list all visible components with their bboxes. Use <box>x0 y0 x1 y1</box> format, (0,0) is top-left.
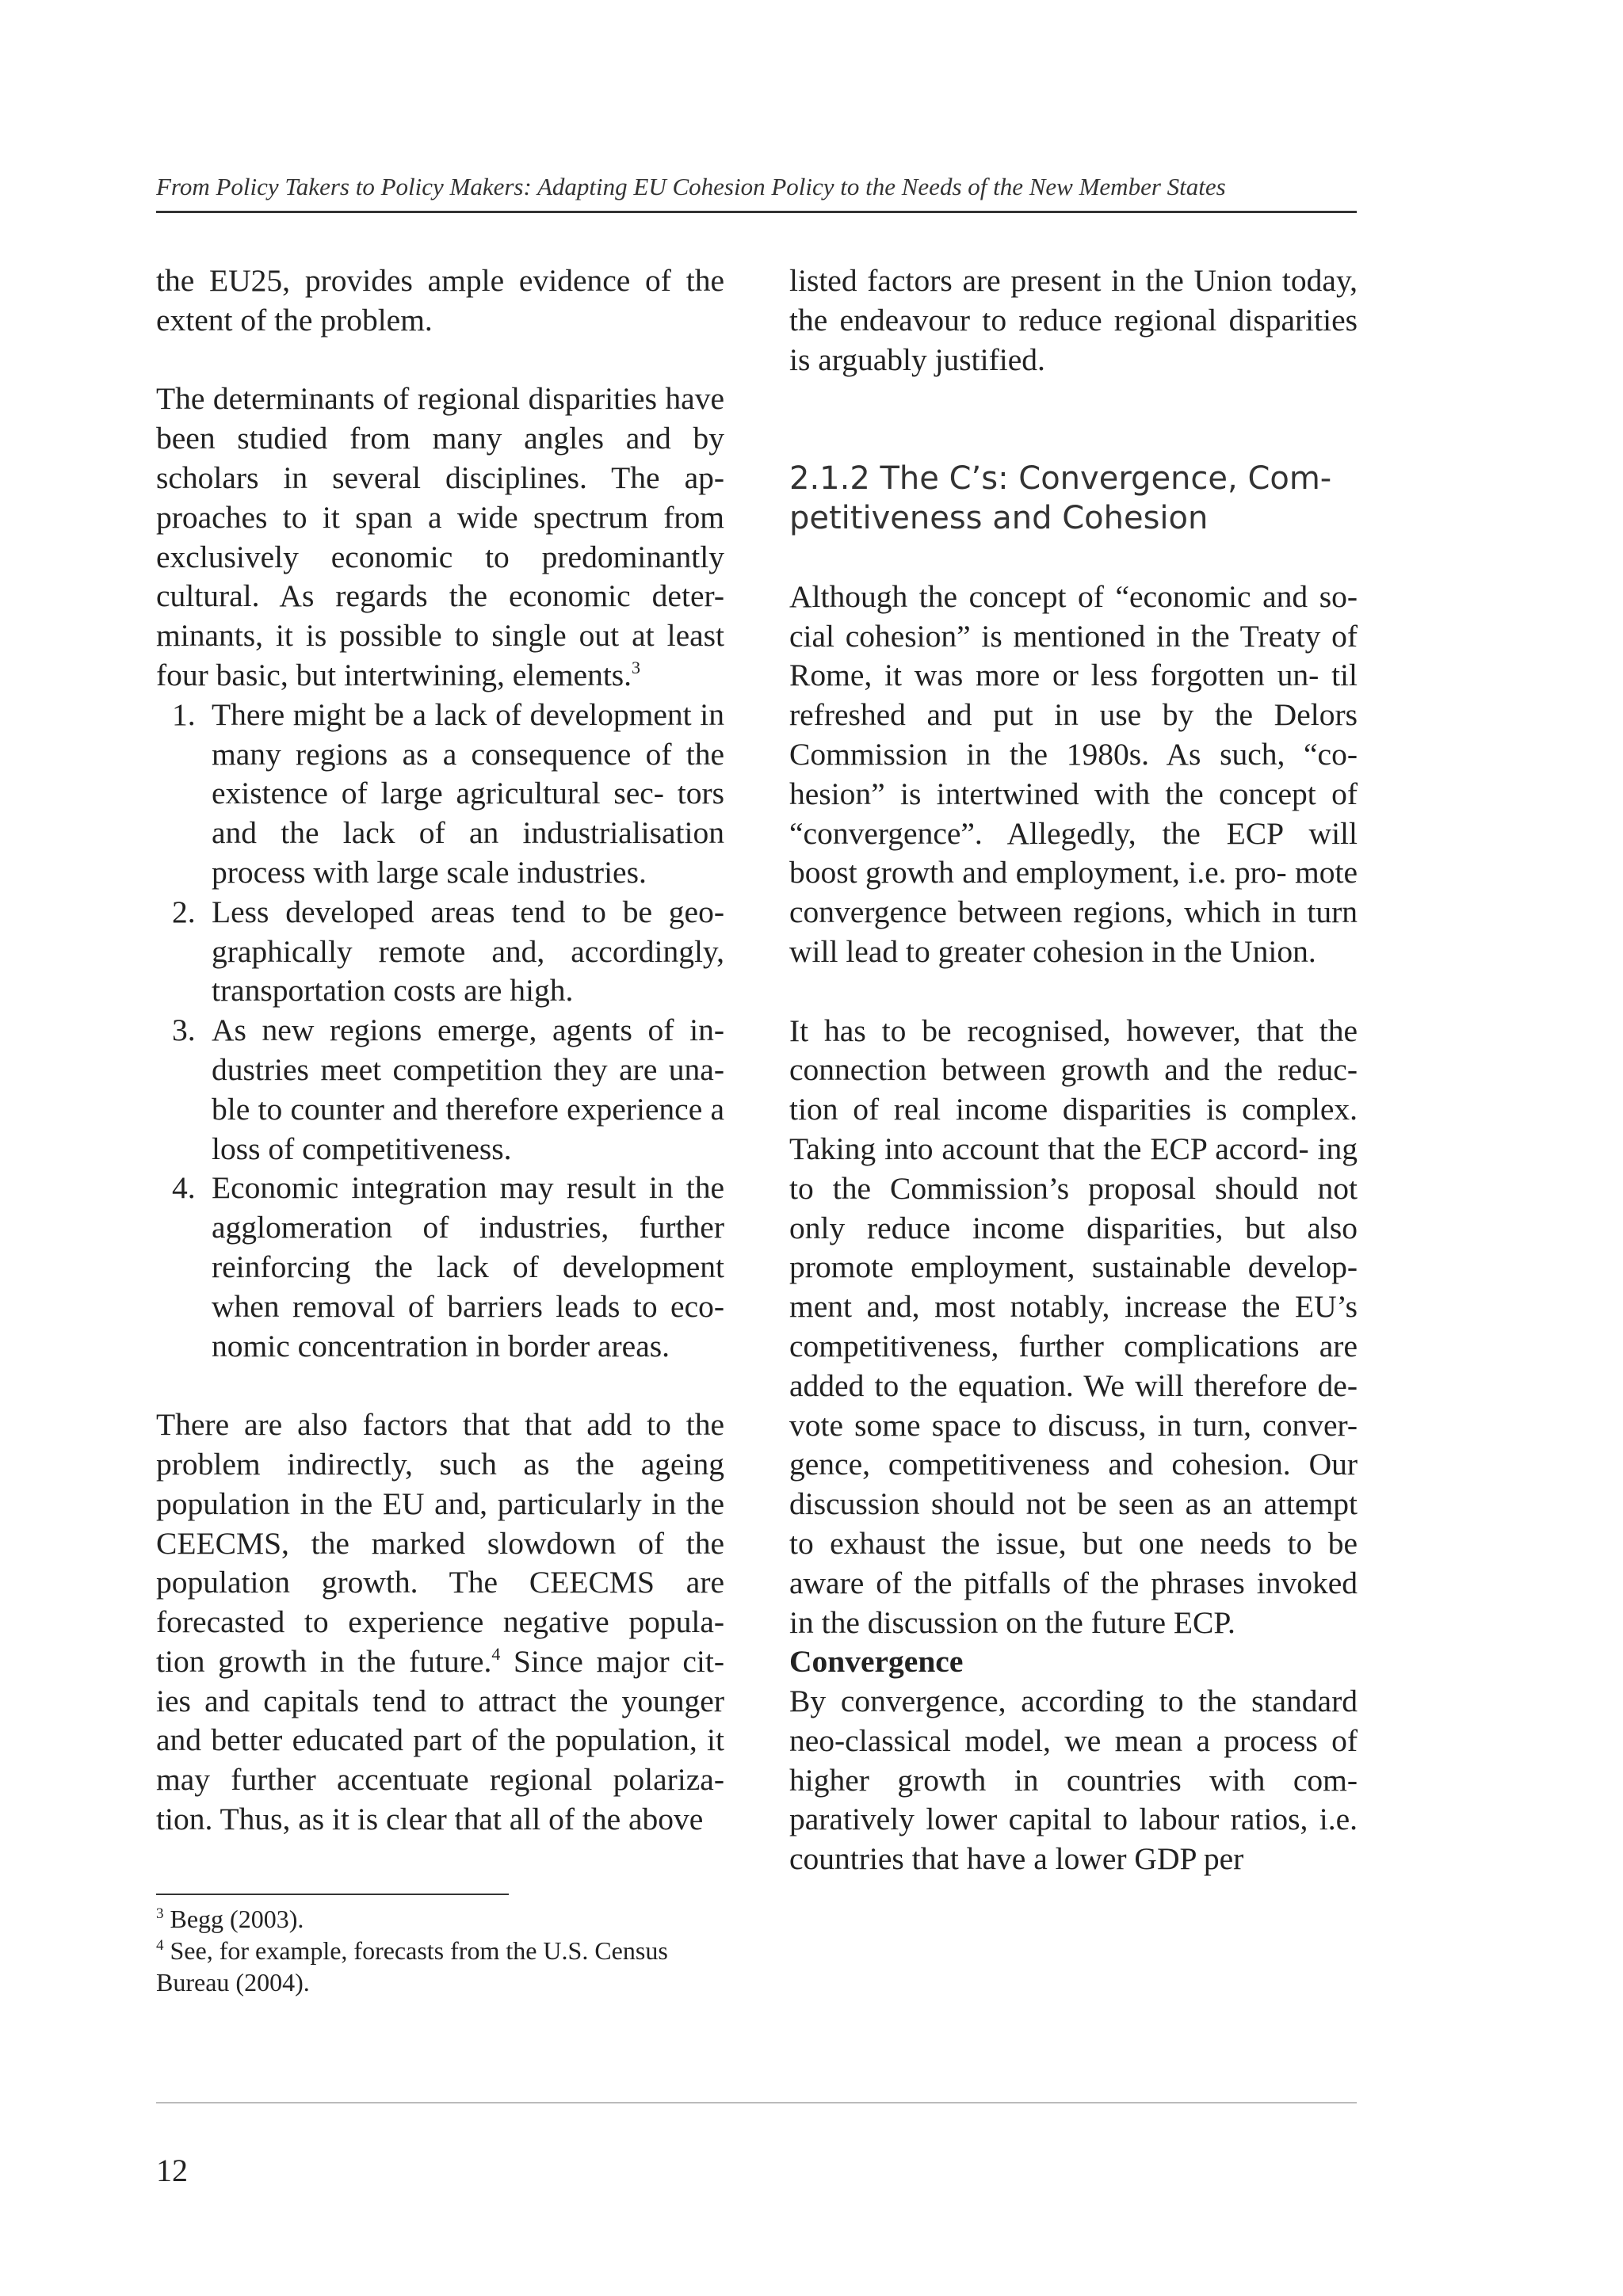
determinants-list <box>156 696 724 1367</box>
right-paragraph-3: It has to be recognised, however, that the connection between growth and the reduc- tion of real income disparities is complex. Taking into account that the ECP accord- ing to the Commission’s proposal should not only reduce income disparities, but also promote employment, sustainable develop- ment and, most notably, increase the EU’s competitiveness, further complications are added to the equation. We will therefore de- vote some space to discuss, in turn, conver- gence, competitiveness and cohesion. Our discussion should not be seen as an attempt to exhaust the issue, but one needs to be aware of the pitfalls of the phrases invoked in the discussion on the future ECP. <box>789 1013 1358 1640</box>
list-item-number: 3. <box>172 1013 196 1048</box>
right-paragraph-4: By convergence, according to the standard neo-classical model, we mean a process of higher growth in countries with com- paratively lower capital to labour ratios, i.e. countries that have a lower GDP per <box>789 1684 1358 1877</box>
footnote-3 <box>156 1903 724 1935</box>
right-column <box>789 261 1358 1879</box>
list-item <box>156 696 724 893</box>
header-rule <box>156 211 1357 213</box>
list-item <box>156 1011 724 1169</box>
list-item <box>156 893 724 1011</box>
footer-rule <box>156 2102 1357 2103</box>
footnote-text: Begg (2003). <box>163 1905 304 1933</box>
left-paragraph-2-text: The determinants of regional disparities have been studied from many angles and by scholars in several disciplines. The ap- proaches to it span a wide spectrum from exclusively economic to predominantly cultural. As regards the economic deter- minants, it is possible to single out at least four basic, but intertwining, elements. <box>156 381 724 692</box>
left-column <box>156 261 724 1840</box>
footnote-ref-4[interactable]: 4 <box>491 1643 501 1664</box>
left-paragraph-2 <box>156 379 724 695</box>
list-item-text: As new regions emerge, agents of in- dustries meet competition they are una- ble to counter and therefore experience a loss of competitiveness. <box>212 1013 724 1166</box>
section-heading: 2.1.2 The C’s: Convergence, Com- petitiveness and Cohesion <box>789 460 1332 536</box>
right-paragraph-2: Although the concept of “economic and so- cial cohesion” is mentioned in the Treaty of Rome, it was more or less forgotten un- til refreshed and put in use by the Delors Commission in the 1980s. As such, “co- hesion” is intertwined with the concept of “convergence”. Allegedly, the ECP will boost growth and employment, i.e. pro- mote convergence between regions, which in turn will lead to greater cohesion in the Union. <box>789 578 1358 969</box>
running-head: From Policy Takers to Policy Makers: Adapting EU Cohesion Policy to the Needs of the New Member States <box>156 173 1226 200</box>
left-paragraph-3-text-b: Since major cit- ies and capitals tend to attract the younger and better educated part of the population, it may further accentuate regional polariza- tion. Thus, as it is clear that all of the above <box>156 1643 724 1837</box>
footnote-rule <box>156 1894 509 1895</box>
page-number: 12 <box>156 2153 188 2188</box>
list-item-text: There might be a lack of development in many regions as a consequence of the existence of large agricultural sec- tors and the lack of an industrialisation process with large scale industries. <box>212 696 724 890</box>
footnote-number: 4 <box>156 1937 164 1954</box>
footnote-text: See, for example, forecasts from the U.S. Census Bureau (2004). <box>156 1936 668 1997</box>
list-item-text: Less developed areas tend to be geo- graphically remote and, accordingly, transportation costs are high. <box>212 894 724 1009</box>
left-paragraph-3 <box>156 1405 724 1840</box>
convergence-heading: Convergence <box>789 1644 964 1680</box>
list-item-number: 4. <box>172 1170 196 1206</box>
footnote-ref-3[interactable]: 3 <box>632 657 641 677</box>
list-item-text: Economic integration may result in the agglomeration of industries, further reinforcing the lack of development when removal of barriers leads to eco- nomic concentration in border areas. <box>212 1170 724 1363</box>
list-item <box>156 1169 724 1366</box>
footnotes <box>156 1903 724 1998</box>
footnote-4 <box>156 1935 724 1998</box>
right-paragraph-1: listed factors are present in the Union today, the endeavour to reduce regional disparities is arguably justified. <box>789 263 1358 377</box>
list-item-number: 1. <box>172 696 196 732</box>
left-paragraph-1: the EU25, provides ample evidence of the extent of the problem. <box>156 263 724 338</box>
footnote-number: 3 <box>156 1905 164 1922</box>
list-item-number: 2. <box>172 894 196 929</box>
left-paragraph-3-text-a: There are also factors that that add to the problem indirectly, such as the ageing population in the EU and, particularly in the CEECMS, the marked slowdown of the population growth. The CEECMS are forecasted to experience negative popula- tion growth in the future. <box>156 1407 724 1679</box>
